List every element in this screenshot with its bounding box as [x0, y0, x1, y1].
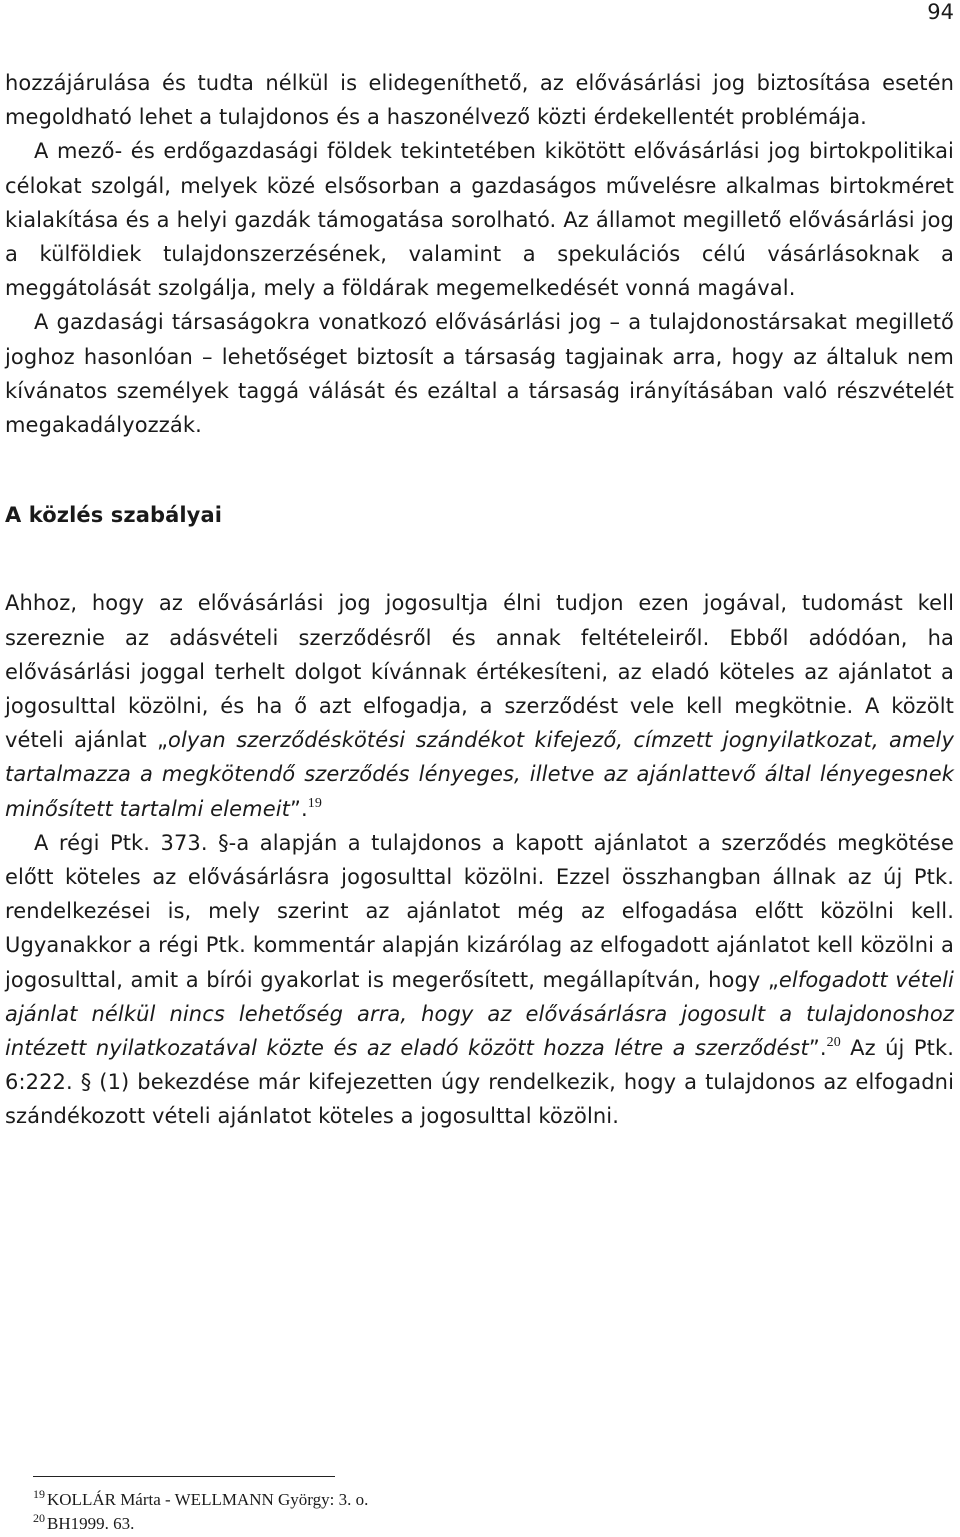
- paragraph-3: A gazdasági társaságokra vonatkozó elővásárlási jog – a tulajdonostársakat megillető joghoz hasonlóan – lehetőséget biztosít a társaság tagjainak arra, hogy az általuk nem kívánatos személyek taggá válását és ezáltal a társaság irányításában való részvételét megakadályozzák.: [5, 310, 954, 438]
- page-number: 94: [927, 0, 954, 24]
- footnote-19: $^{19}$ KOLLÁR Márta - WELLMANN György: 3. o.: [33, 1487, 369, 1509]
- quote-2: elfogadott vételi ajánlat nélkül nincs lehetőség arra, hogy az elővásárlásra jogosult a tulajdonoshoz intézett nyilatkozatával közte és az eladó között hozza létre a szerződést: [5, 967, 954, 1061]
- footnotes: [33, 1488, 933, 1536]
- footnote-20: $^{20}$ BH1999. 63.: [33, 1511, 135, 1533]
- document-body: [5, 66, 954, 1134]
- paragraph-1: hozzájárulása és tudta nélkül is elidegeníthető, az elővásárlási jog biztosítása esetén megoldható lehet a tulajdonos és a haszonélvező közti érdekellentét problémája.: [5, 71, 954, 130]
- footnote-ref-20[interactable]: 20: [826, 1035, 841, 1051]
- footnote-ref-19[interactable]: 19: [307, 795, 322, 811]
- paragraph-2: A mező- és erdőgazdasági földek tekintetében kikötött elővásárlási jog birtokpolitikai célokat szolgál, melyek közé elsősorban a gazdaságos művelésre alkalmas birtokméret kialakítása és a helyi gazdák támogatása sorolható. Az államot megillető elővásárlási jog a külföldiek tulajdonszerzésének, valamint a spekulációs célú vásárlásoknak a meggátolását szolgálja, mely a földárak megemelkedését vonná magával.: [5, 139, 954, 301]
- paragraph-5: A régi Ptk. 373. §-a alapján a tulajdonos a kapott ajánlatot a szerződés megkötése előtt köteles az elővásárlásra jogosulttal közölni. Ezzel összhangban állnak az új Ptk. rendelkezései is, mely szerint az ajánlatot még az elfogadása előtt közölni kell. Ugyanakkor a régi Ptk. kommentár alapján kizárólag az elfogadott ajánlatot kell közölni a jogosulttal, amit a bírói gyakorlat is megerősített, megállapítván, hogy „elfogadott vételi ajánlat nélkül nincs lehetőség arra, hogy az elővásárlásra jogosult a tulajdonoshoz intézett nyilatkozatával közte és az eladó között hozza létre a szerződést”.$^{20}$ Az új Ptk. 6:222. § (1) bekezdése már kifejezetten úgy rendelkezik, hogy a tulajdonos az elfogadni szándékozott vételi ajánlatot köteles a jogosulttal közölni.: [5, 830, 954, 1129]
- paragraph-4: Ahhoz, hogy az elővásárlási jog jogosultja élni tudjon ezen jogával, tudomást kell szereznie az adásvételi szerződésről és annak feltételeiről. Ebből adódóan, ha elővásárlási joggal terhelt dolgot kívánnak értékesíteni, az eladó köteles az ajánlatot a jogosulttal közölni, és ha ő azt elfogadja, a szerződést vele kell megkötnie. A közölt vételi ajánlat „olyan szerződéskötési szándékot kifejező, címzett jognyilatkozat, amely tartalmazza a megkötendő szerződés lényeges, illetve az ajánlattevő által lényegesnek minősített tartalmi elemeit”.$^{19}$: [5, 591, 954, 821]
- footnote-separator: [33, 1476, 335, 1477]
- quote-1: olyan szerződéskötési szándékot kifejező, címzett jognyilatkozat, amely tartalmazza a megkötendő szerződés lényeges, illetve az ajánlattevő által lényegesnek minősített tartalmi elemeit: [5, 728, 954, 821]
- section-heading: A közlés szabályai: [5, 503, 223, 528]
